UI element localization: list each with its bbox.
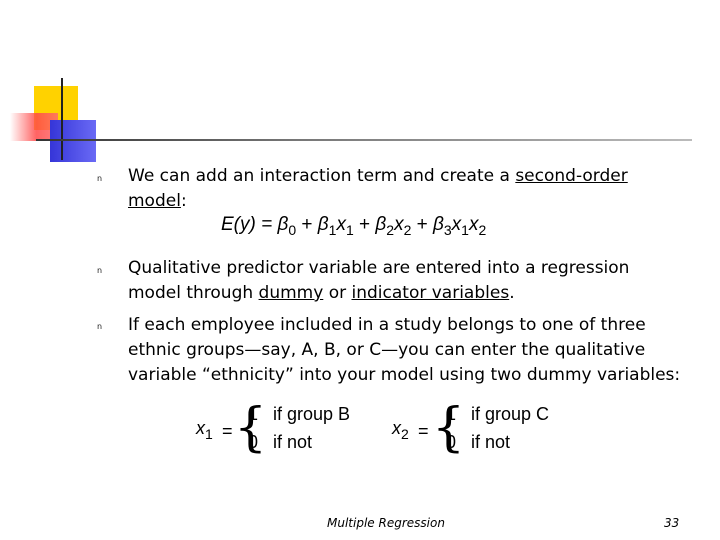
eq-x2: x: [468, 214, 479, 235]
bullet-text-ethnicity: If each employee included in a study belongs to one of three ethnic groups—say, A, B, or C—you can enter the qualitative variable “ethnicity” into your model using two dummy variables:: [128, 315, 681, 385]
eq-beta2: β: [375, 214, 387, 235]
eq-x2: x: [394, 214, 404, 235]
eq-sub: 2: [403, 222, 412, 238]
eq-beta3: β: [433, 214, 444, 235]
dummy-var-sub: 1: [205, 426, 213, 442]
eq-x1: x: [336, 214, 346, 235]
eq-sub: 2: [478, 222, 487, 238]
bullet-text: :: [180, 191, 187, 211]
brace-icon: {: [432, 398, 466, 458]
bullet-text: or: [323, 283, 352, 303]
eq-sub: 1: [328, 222, 337, 238]
interaction-equation: [221, 214, 486, 238]
bullet-marker: n: [97, 174, 103, 183]
dummy-var-symbol: x: [196, 418, 205, 438]
eq-x1: x: [451, 214, 462, 235]
eq-plus: +: [353, 214, 376, 235]
eq-sub: 1: [345, 222, 354, 238]
footer-title: Multiple Regression: [327, 516, 445, 530]
bullet-text: Qualitative predictor variable are entered into a regression model through: [128, 258, 630, 303]
term-dummy: dummy: [258, 283, 324, 303]
eq-sub: 2: [386, 222, 395, 238]
dummy-case-bottom: 0 if not: [248, 432, 313, 452]
eq-sub: 0: [288, 222, 297, 238]
eq-plus: +: [296, 214, 318, 235]
bullet-text-qualitative: [128, 256, 658, 306]
dummy-var-sub: 2: [401, 426, 409, 442]
eq-beta0: β: [277, 214, 289, 235]
brace-icon: {: [234, 398, 268, 458]
dummy-case-top: 1 if group C: [446, 404, 550, 424]
eq-beta1: β: [317, 214, 329, 235]
bullet-text: We can add an interaction term and create a: [128, 166, 516, 186]
dummy-var: [196, 418, 213, 442]
dummy-var-symbol: x: [392, 418, 401, 438]
decor-blue-square: [50, 120, 96, 162]
eq-sub: 1: [461, 222, 469, 238]
dummy-equals: =: [418, 421, 429, 441]
eq-sub: 3: [443, 222, 452, 238]
bullet-text: .: [509, 283, 515, 303]
term-indicator-variables: indicator variables: [351, 283, 510, 303]
title-divider: [36, 139, 692, 141]
bullet-text-interaction: [128, 164, 668, 214]
bullet-marker: n: [97, 266, 103, 275]
decor-vertical-line: [61, 78, 63, 160]
page-number: 33: [664, 516, 680, 530]
eq-lhs: E(y) =: [221, 214, 278, 235]
bullet-marker: n: [97, 322, 103, 331]
dummy-equals: =: [222, 421, 233, 441]
dummy-case-top: 1 if group B: [248, 404, 351, 424]
term-second-order-model: second-order model: [128, 166, 628, 211]
dummy-case-bottom: 0 if not: [446, 432, 511, 452]
eq-plus: +: [411, 214, 434, 235]
dummy-var: [392, 418, 409, 442]
